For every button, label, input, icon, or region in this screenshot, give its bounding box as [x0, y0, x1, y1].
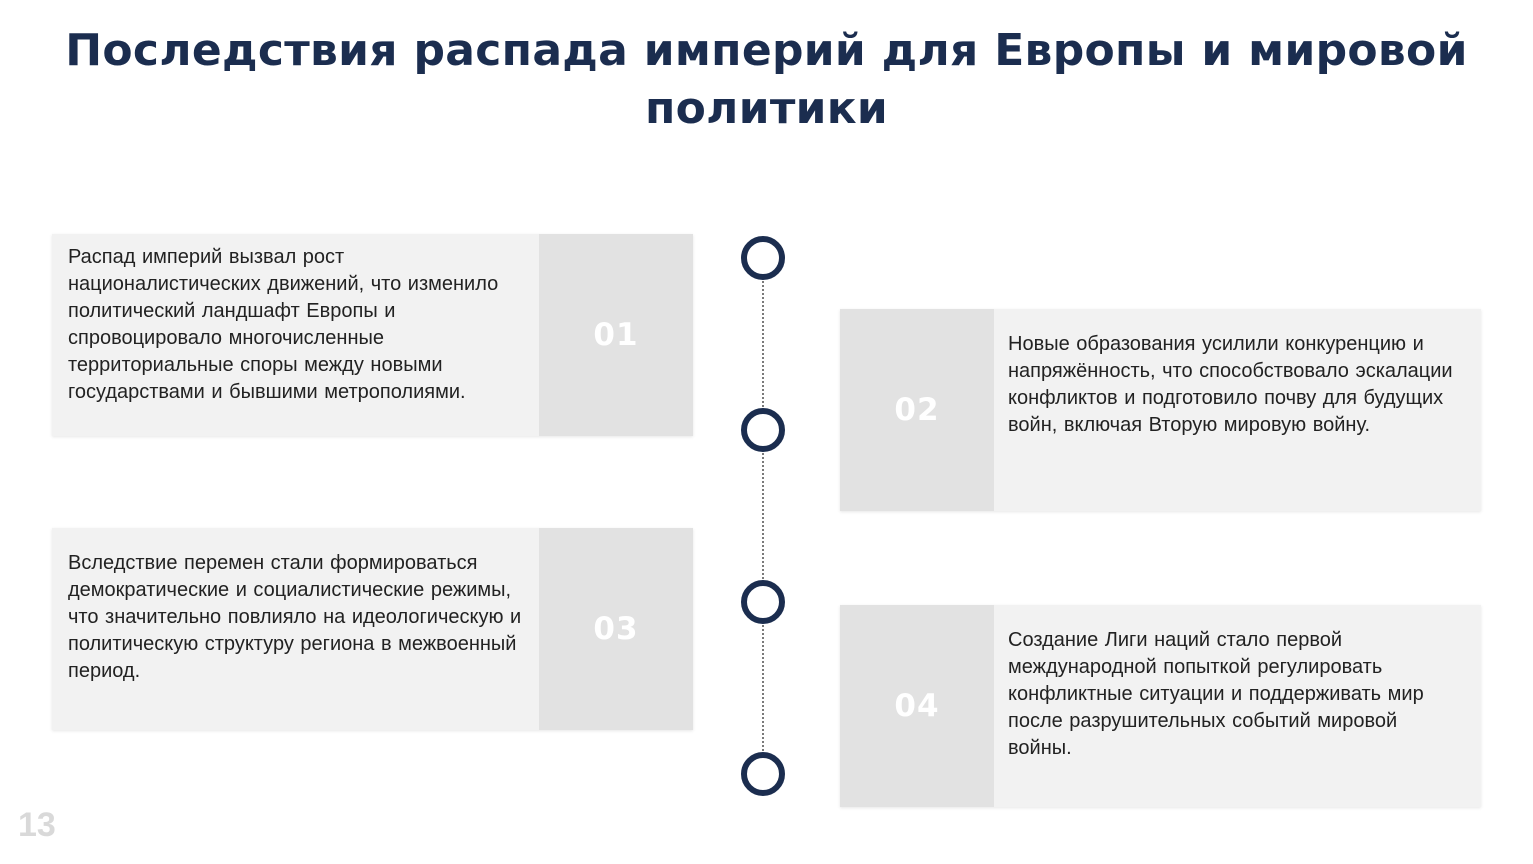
card-03-text: Вследствие перемен стали формироваться демократические и социалистические режимы, что значительно повлияло на идеологическую и политическую структуру региона в межвоенный период.	[68, 552, 522, 682]
card-03-number-block	[539, 528, 693, 730]
card-04-number: 04	[894, 688, 940, 724]
slide-title: Последствия распада империй для Европы и мировой политики	[65, 25, 1468, 134]
timeline-node-01	[741, 236, 785, 280]
timeline-card-01	[52, 234, 693, 436]
card-02-number-block	[840, 309, 994, 511]
card-04-number-block	[840, 605, 994, 807]
card-04-text: Создание Лиги наций стало первой международной попыткой регулировать конфликтные ситуации и поддерживать мир после разрушительных событий мировой войны.	[1008, 629, 1424, 759]
timeline-node-04	[741, 752, 785, 796]
timeline-card-02	[840, 309, 1481, 511]
card-01-number: 01	[593, 317, 639, 353]
timeline-node-02	[741, 408, 785, 452]
card-01-number-block	[539, 234, 693, 436]
timeline-dotted-line	[762, 258, 764, 774]
page-number: 13	[18, 806, 56, 844]
timeline-node-03	[741, 580, 785, 624]
card-02-text: Новые образования усилили конкуренцию и напряжённость, что способствовало эскалации конфликтов и подготовило почву для будущих войн, включая Вторую мировую войну.	[1008, 333, 1453, 436]
timeline-card-03	[52, 528, 693, 730]
card-02-number: 02	[894, 392, 940, 428]
card-03-number: 03	[593, 611, 639, 647]
timeline-card-04	[840, 605, 1481, 807]
card-01-text: Распад империй вызвал рост националистических движений, что изменило политический ландшафт Европы и спровоцировало многочисленные территориальные споры между новыми государствами и бывшими метрополиями.	[68, 246, 499, 403]
